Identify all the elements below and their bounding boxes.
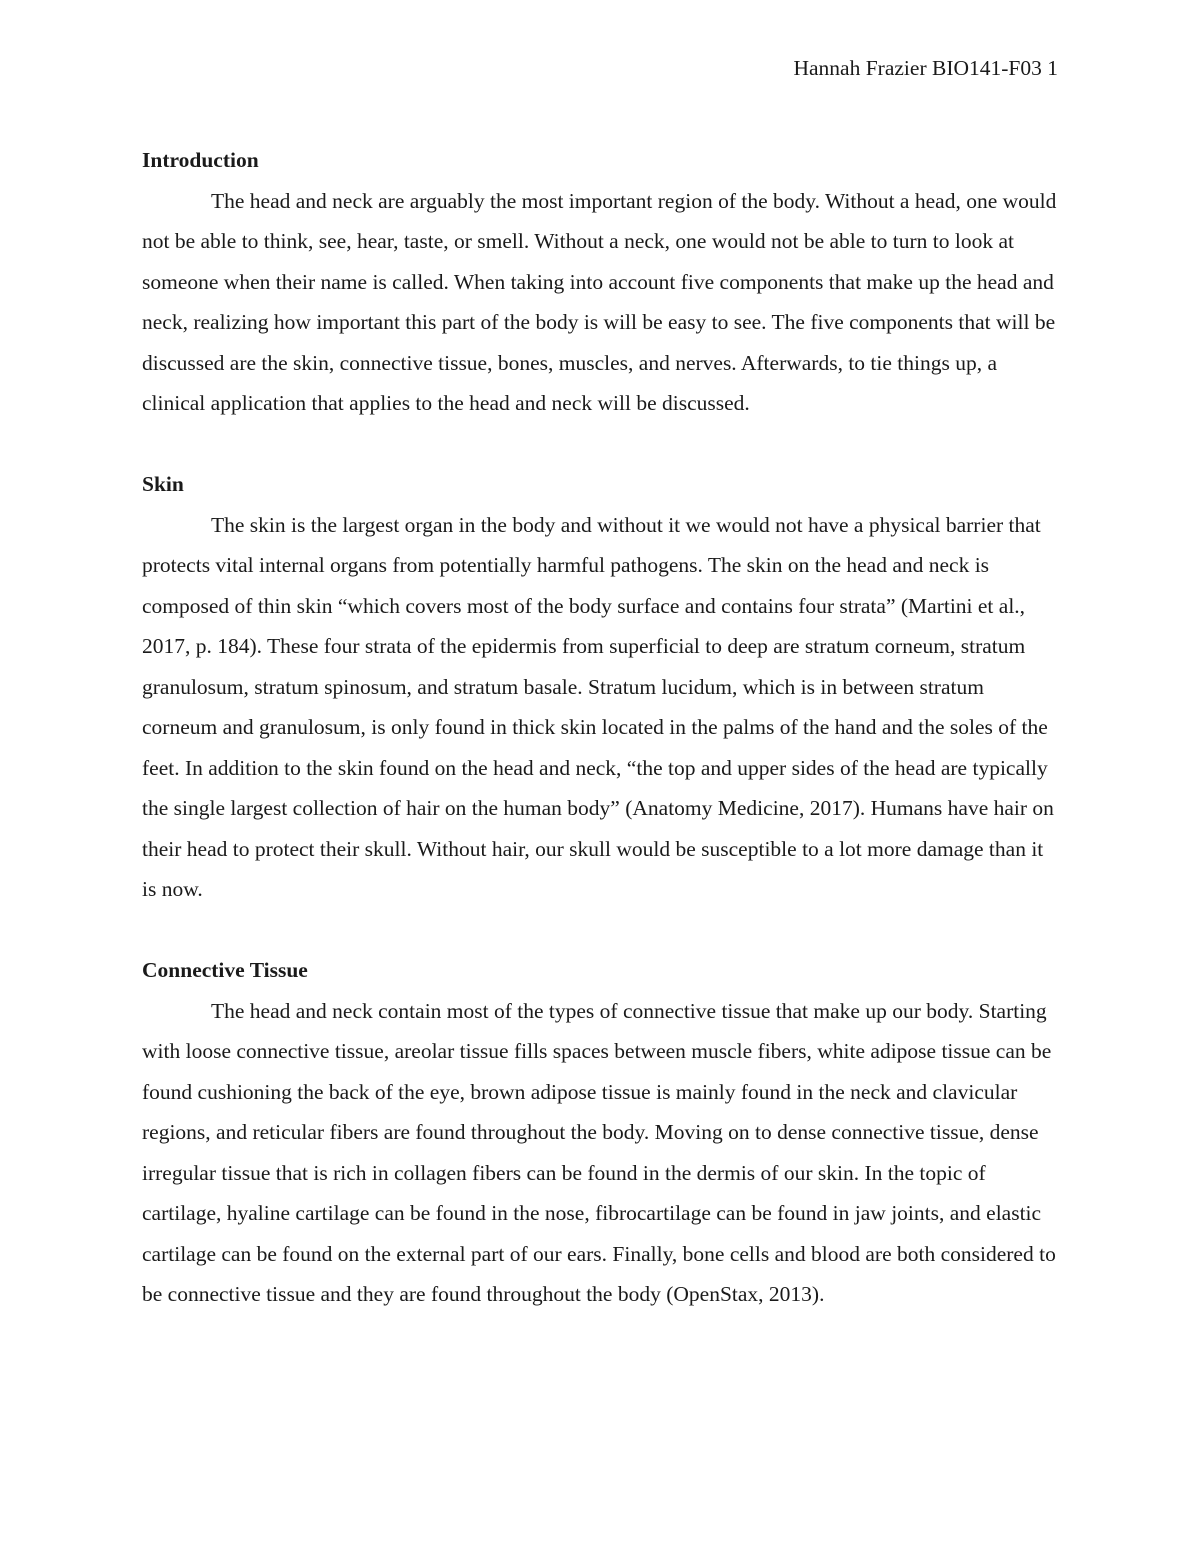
paragraph-introduction: The head and neck are arguably the most important region of the body. Without a head, one would not be able to think, see, hear, taste, or smell. Without a neck, one would not be able to turn to look at someone when their name is called. When taking into account five components that make up the head and neck, realizing how important this part of the body is will be easy to see. The five components that will be discussed are the skin, connective tissue, bones, muscles, and nerves. Afterwards, to tie things up, a clinical application that applies to the head and neck will be discussed. (142, 188, 1057, 415)
running-head: Hannah Frazier BIO141-F03 1 (793, 56, 1058, 80)
section-heading-connective-tissue: Connective Tissue (142, 958, 308, 982)
section-connective-tissue (142, 950, 1060, 1315)
section-heading-skin: Skin (142, 472, 184, 496)
paragraph-connective-tissue: The head and neck contain most of the types of connective tissue that make up our body. Starting with loose connective tissue, areolar tissue fills spaces between muscle fibers, white adipose tissue can be found cushioning the back of the eye, brown adipose tissue is mainly found in the neck and clavicular regions, and reticular fibers are found throughout the body. Moving on to dense connective tissue, dense irregular tissue that is rich in collagen fibers can be found in the dermis of our skin. In the topic of cartilage, hyaline cartilage can be found in the nose, fibrocartilage can be found in jaw joints, and elastic cartilage can be found on the external part of our ears. Finally, bone cells and blood are both considered to be connective tissue and they are found throughout the body (OpenStax, 2013). (142, 998, 1056, 1306)
section-introduction (142, 140, 1060, 424)
section-heading-introduction: Introduction (142, 148, 259, 172)
document-body (142, 140, 1060, 1315)
section-skin (142, 464, 1060, 910)
paragraph-skin: The skin is the largest organ in the body and without it we would not have a physical barrier that protects vital internal organs from potentially harmful pathogens. The skin on the head and neck is composed of thin skin “which covers most of the body surface and contains four strata” (Martini et al., 2017, p. 184). These four strata of the epidermis from superficial to deep are stratum corneum, stratum granulosum, stratum spinosum, and stratum basale. Stratum lucidum, which is in between stratum corneum and granulosum, is only found in thick skin located in the palms of the hand and the soles of the feet. In addition to the skin found on the head and neck, “the top and upper sides of the head are typically the single largest collection of hair on the human body” (Anatomy Medicine, 2017). Humans have hair on their head to protect their skull. Without hair, our skull would be susceptible to a lot more damage than it is now. (142, 512, 1054, 901)
